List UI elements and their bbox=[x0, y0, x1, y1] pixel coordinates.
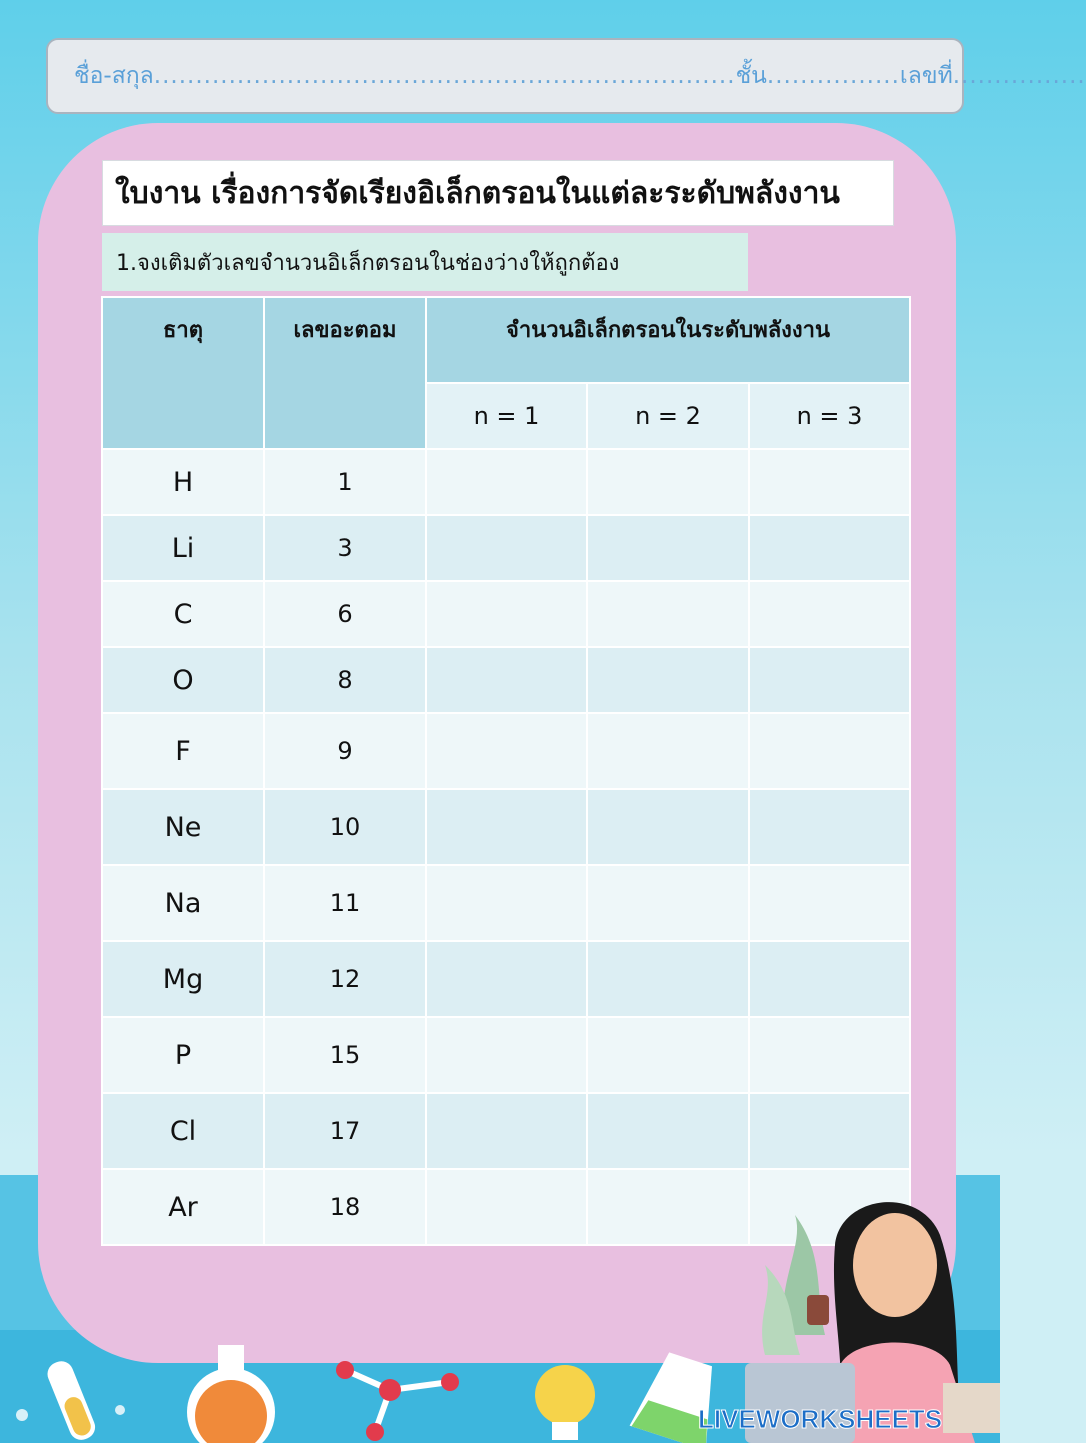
answer-cell-n1[interactable] bbox=[426, 515, 587, 581]
class-label: ชั้น bbox=[735, 63, 767, 89]
answer-cell-n1[interactable] bbox=[426, 581, 587, 647]
answer-cell-n2[interactable] bbox=[587, 647, 749, 713]
element-symbol: P bbox=[102, 1017, 264, 1093]
atomic-number: 12 bbox=[264, 941, 426, 1017]
molecule-icon bbox=[336, 1361, 459, 1441]
answer-cell-n1[interactable] bbox=[426, 1169, 587, 1245]
number-label: เลขที่ bbox=[899, 63, 953, 89]
element-symbol: C bbox=[102, 581, 264, 647]
answer-cell-n3[interactable] bbox=[749, 449, 910, 515]
answer-cell-n3[interactable] bbox=[749, 515, 910, 581]
answer-cell-n1[interactable] bbox=[426, 1017, 587, 1093]
light-bulb-icon bbox=[535, 1365, 595, 1440]
worksheet-title: ใบงาน เรื่องการจัดเรียงอิเล็กตรอนในแต่ละระดับพลังงาน bbox=[115, 175, 840, 211]
element-symbol: Mg bbox=[102, 941, 264, 1017]
answer-cell-n3[interactable] bbox=[749, 941, 910, 1017]
atomic-number: 3 bbox=[264, 515, 426, 581]
table-row bbox=[102, 1093, 910, 1169]
element-symbol: O bbox=[102, 647, 264, 713]
answer-cell-n1[interactable] bbox=[426, 789, 587, 865]
atomic-number: 6 bbox=[264, 581, 426, 647]
answer-cell-n2[interactable] bbox=[587, 1017, 749, 1093]
answer-cell-n3[interactable] bbox=[749, 647, 910, 713]
liveworksheets-logo: LIVEWORKSHEETS bbox=[698, 1404, 943, 1434]
atomic-number: 15 bbox=[264, 1017, 426, 1093]
element-symbol: Li bbox=[102, 515, 264, 581]
element-symbol: Na bbox=[102, 865, 264, 941]
atomic-number: 17 bbox=[264, 1093, 426, 1169]
table-row bbox=[102, 941, 910, 1017]
instruction-box bbox=[102, 233, 748, 291]
answer-cell-n2[interactable] bbox=[587, 1169, 749, 1245]
instruction-text: 1.จงเติมตัวเลขจำนวนอิเล็กตรอนในช่องว่างให้ถูกต้อง bbox=[116, 250, 620, 276]
worksheet-title-box bbox=[102, 160, 894, 226]
table-row bbox=[102, 1017, 910, 1093]
table-row bbox=[102, 647, 910, 713]
atomic-number: 11 bbox=[264, 865, 426, 941]
answer-cell-n3[interactable] bbox=[749, 1017, 910, 1093]
answer-cell-n2[interactable] bbox=[587, 865, 749, 941]
table-row bbox=[102, 865, 910, 941]
answer-cell-n2[interactable] bbox=[587, 449, 749, 515]
answer-cell-n3[interactable] bbox=[749, 865, 910, 941]
answer-cell-n2[interactable] bbox=[587, 515, 749, 581]
header-level-3: n = 3 bbox=[749, 383, 910, 449]
element-symbol: Cl bbox=[102, 1093, 264, 1169]
atomic-number: 10 bbox=[264, 789, 426, 865]
number-field[interactable]: ................ bbox=[952, 63, 1086, 89]
answer-cell-n2[interactable] bbox=[587, 1093, 749, 1169]
flask-icon bbox=[187, 1345, 275, 1443]
answer-cell-n1[interactable] bbox=[426, 449, 587, 515]
table-row bbox=[102, 789, 910, 865]
header-level-1: n = 1 bbox=[426, 383, 587, 449]
answer-cell-n1[interactable] bbox=[426, 865, 587, 941]
table-row bbox=[102, 449, 910, 515]
answer-cell-n1[interactable] bbox=[426, 941, 587, 1017]
answer-cell-n2[interactable] bbox=[587, 713, 749, 789]
answer-cell-n3[interactable] bbox=[749, 581, 910, 647]
answer-cell-n1[interactable] bbox=[426, 1093, 587, 1169]
class-field[interactable]: ................ bbox=[766, 63, 900, 89]
student-info-bar bbox=[46, 38, 1086, 114]
name-field[interactable]: ...................................................................... bbox=[153, 63, 736, 89]
header-level-2: n = 2 bbox=[587, 383, 749, 449]
answer-cell-n2[interactable] bbox=[587, 941, 749, 1017]
answer-cell-n3[interactable] bbox=[749, 789, 910, 865]
element-symbol: Ne bbox=[102, 789, 264, 865]
table-row bbox=[102, 581, 910, 647]
table-row bbox=[102, 713, 910, 789]
header-electrons-per-level: จำนวนอิเล็กตรอนในระดับพลังงาน bbox=[426, 297, 910, 383]
answer-cell-n1[interactable] bbox=[426, 647, 587, 713]
test-tube-icon bbox=[44, 1358, 99, 1443]
answer-cell-n1[interactable] bbox=[426, 713, 587, 789]
electron-configuration-table bbox=[101, 296, 911, 1246]
element-symbol: H bbox=[102, 449, 264, 515]
answer-cell-n3[interactable] bbox=[749, 1093, 910, 1169]
header-atomic-number: เลขอะตอม bbox=[264, 297, 426, 449]
atomic-number: 8 bbox=[264, 647, 426, 713]
atomic-number: 9 bbox=[264, 713, 426, 789]
element-symbol: F bbox=[102, 713, 264, 789]
name-label: ชื่อ-สกุล bbox=[74, 63, 154, 89]
atomic-number: 1 bbox=[264, 449, 426, 515]
answer-cell-n3[interactable] bbox=[749, 713, 910, 789]
atomic-number: 18 bbox=[264, 1169, 426, 1245]
table-row bbox=[102, 515, 910, 581]
answer-cell-n2[interactable] bbox=[587, 789, 749, 865]
header-element: ธาตุ bbox=[102, 297, 264, 449]
element-symbol: Ar bbox=[102, 1169, 264, 1245]
answer-cell-n2[interactable] bbox=[587, 581, 749, 647]
